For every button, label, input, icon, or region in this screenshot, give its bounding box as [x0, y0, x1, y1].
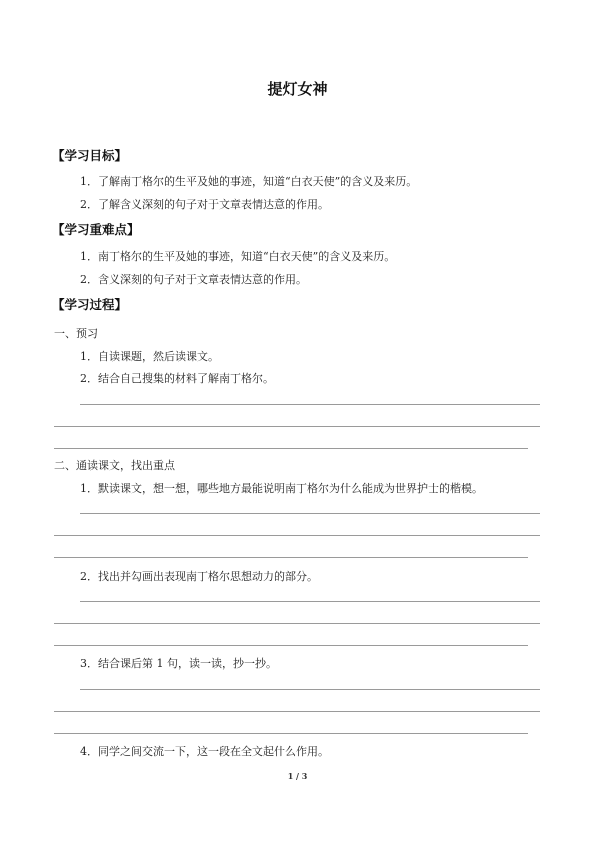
preview-item-2: 2．结合自己搜集的材料了解南丁格尔。: [80, 372, 274, 385]
answer-line: [80, 601, 540, 602]
preview-item-1: 1．自读课题，然后读课文。: [80, 350, 219, 363]
key-point-item-1: 1．南丁格尔的生平及她的事迹，知道“白衣天使”的含义及来历。: [80, 250, 396, 263]
part-label-preview: 一、预习: [54, 327, 98, 340]
reading-item-1: 1．默读课文，想一想，哪些地方最能说明南丁格尔为什么能成为世界护士的楷模。: [80, 482, 483, 495]
answer-line: [54, 733, 528, 734]
answer-line: [54, 645, 528, 646]
objective-item-1: 1．了解南丁格尔的生平及她的事迹，知道“白衣天使”的含义及来历。: [80, 175, 418, 188]
reading-item-4: 4．同学之间交流一下，这一段在全文起什么作用。: [80, 745, 329, 758]
section-heading-key-points: 【学习重难点】: [52, 222, 140, 237]
answer-line: [54, 557, 528, 558]
key-point-item-2: 2．含义深刻的句子对于文章表情达意的作用。: [80, 273, 307, 286]
reading-item-2: 2．找出并勾画出表现南丁格尔思想动力的部分。: [80, 570, 318, 583]
answer-line: [80, 689, 540, 690]
objective-item-2: 2．了解含义深刻的句子对于文章表情达意的作用。: [80, 198, 329, 211]
answer-line: [54, 711, 540, 712]
answer-line: [54, 623, 540, 624]
part-label-reading: 二、通读课文，找出重点: [54, 459, 175, 472]
page-number: 1 / 3: [287, 771, 308, 781]
answer-line: [54, 535, 540, 536]
section-heading-process: 【学习过程】: [52, 297, 128, 312]
answer-line: [54, 426, 540, 427]
section-heading-objectives: 【学习目标】: [52, 148, 128, 163]
answer-line: [54, 448, 528, 449]
reading-item-3: 3．结合课后第 1 句，读一读，抄一抄。: [80, 657, 277, 670]
answer-line: [80, 513, 540, 514]
page-title: 提灯女神: [267, 80, 328, 98]
answer-line: [80, 404, 540, 405]
